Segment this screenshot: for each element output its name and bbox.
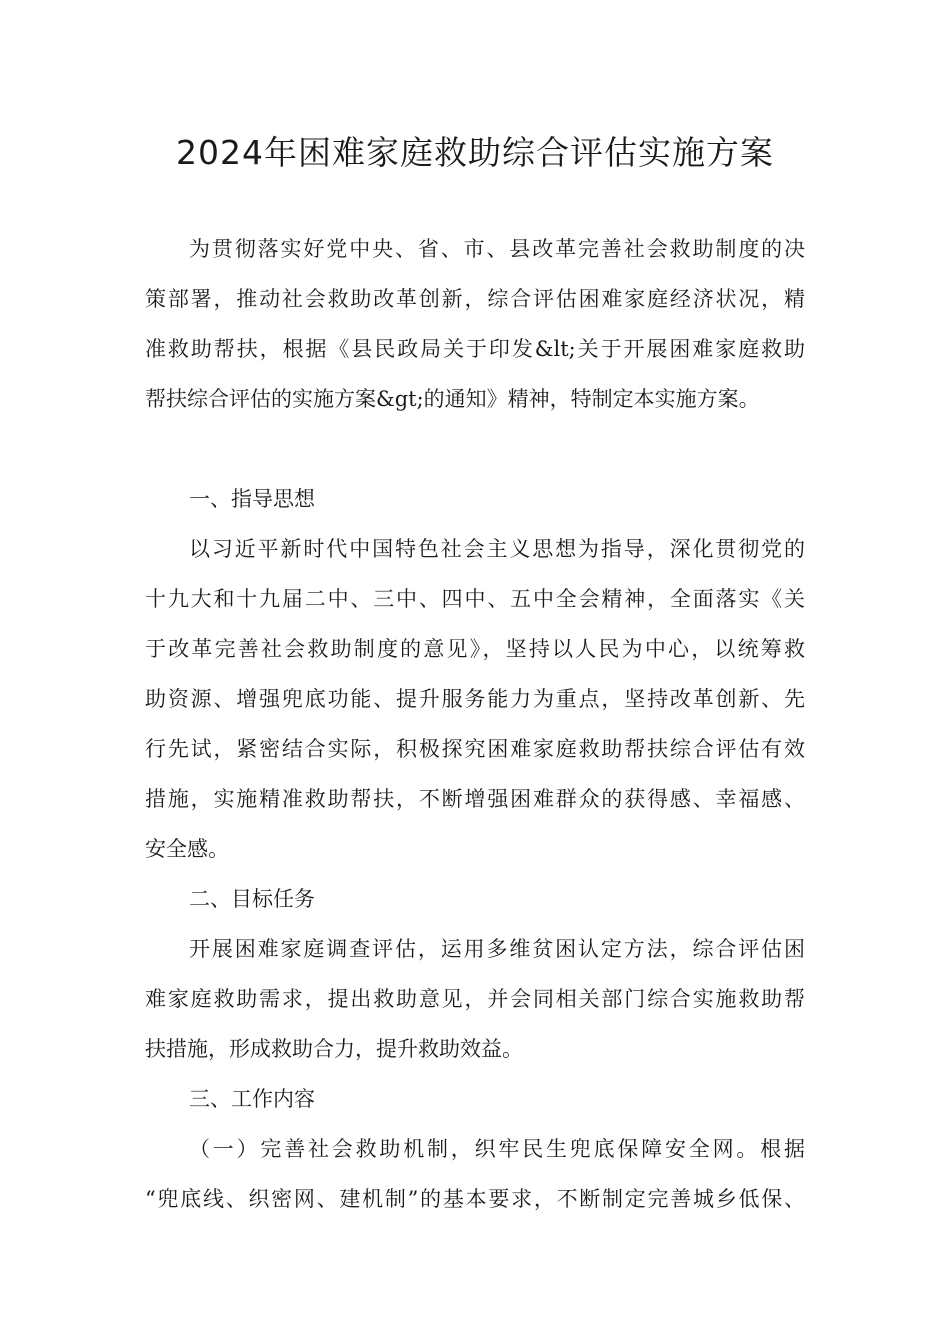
section-1-line-2: 十九大和十九届二中、三中、四中、五中全会精神，全面落实《关: [145, 587, 805, 611]
section-1-line-5: 行先试，紧密结合实际，积极探究困难家庭救助帮扶综合评估有效: [145, 737, 805, 761]
section-3-line-1: （一）完善社会救助机制，织牢民生兜底保障安全网。根据: [189, 1137, 805, 1161]
section-2-line-2: 难家庭救助需求，提出救助意见，并会同相关部门综合实施救助帮: [145, 987, 805, 1011]
section-3-line-2: “兜底线、织密网、建机制”的基本要求，不断制定完善城乡低保、: [145, 1187, 805, 1211]
section-1-line-7: 安全感。: [145, 837, 229, 861]
section-1-heading: 一、指导思想: [189, 487, 315, 511]
section-2-line-1: 开展困难家庭调查评估，运用多维贫困认定方法，综合评估困: [189, 937, 805, 961]
document-title: 2024年困难家庭救助综合评估实施方案: [176, 133, 774, 172]
section-2-line-3: 扶措施，形成救助合力，提升救助效益。: [145, 1037, 523, 1061]
section-1-line-4: 助资源、增强兜底功能、提升服务能力为重点，坚持改革创新、先: [145, 687, 805, 711]
intro-line-2: 策部署，推动社会救助改革创新，综合评估困难家庭经济状况，精: [145, 287, 805, 311]
intro-line-3: 准救助帮扶，根据《县民政局关于印发&lt;关于开展困难家庭救助: [145, 337, 805, 361]
section-3-heading: 三、工作内容: [189, 1087, 315, 1111]
intro-line-1: 为贯彻落实好党中央、省、市、县改革完善社会救助制度的决: [189, 237, 805, 261]
section-1-line-3: 于改革完善社会救助制度的意见》，坚持以人民为中心，以统筹救: [145, 637, 805, 661]
section-2-heading: 二、目标任务: [189, 887, 315, 911]
section-1-line-1: 以习近平新时代中国特色社会主义思想为指导，深化贯彻党的: [189, 537, 805, 561]
section-1-line-6: 措施，实施精准救助帮扶，不断增强困难群众的获得感、幸福感、: [145, 787, 805, 811]
intro-line-4: 帮扶综合评估的实施方案&gt;的通知》精神，特制定本实施方案。: [145, 387, 760, 411]
